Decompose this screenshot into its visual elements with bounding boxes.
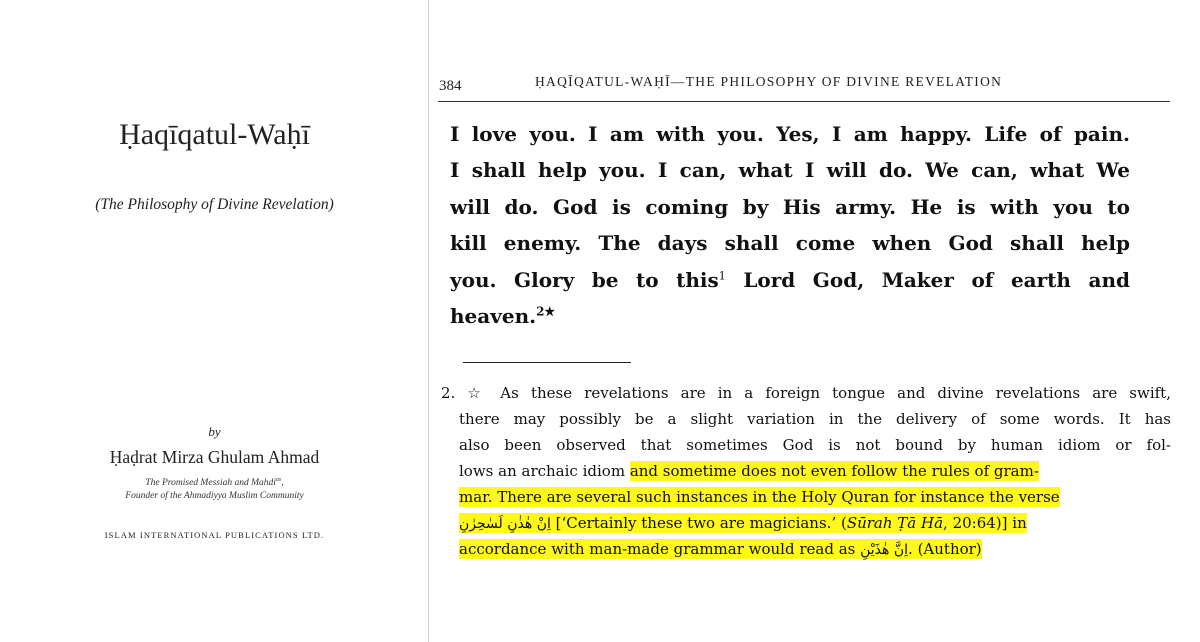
left-page-title-page xyxy=(0,0,429,642)
highlighted-text[interactable] xyxy=(459,539,982,559)
footnote-line xyxy=(441,458,1171,484)
book-subtitle: (The Philosophy of Divine Revelation) xyxy=(95,196,334,213)
highlighted-text[interactable] xyxy=(459,513,1027,533)
right-page-text xyxy=(430,0,1200,642)
revelation-line-5b: Lord God, Maker of earth and xyxy=(725,267,1130,292)
footnote-text: also been observed that sometimes God is not bound by human idiom or fol- xyxy=(459,436,1171,454)
running-head: ḤAQĪQATUL-WAḤĪ—THE PHILOSOPHY OF DIVINE REVELATION xyxy=(535,74,1003,89)
footnote-line xyxy=(441,406,1171,432)
footnote-line xyxy=(441,484,1171,510)
revelation-text xyxy=(450,116,1130,334)
footnote-text: there may possibly be a slight variation in the delivery of some words. It has xyxy=(459,410,1171,428)
book-title: Ḥaqīqatul-Waḥī xyxy=(119,118,310,151)
revelation-line xyxy=(450,262,1130,298)
footnote-rule xyxy=(463,362,631,363)
author-desc-sup: as xyxy=(275,477,282,483)
author-desc-text: The Promised Messiah and Mahdi xyxy=(145,478,276,489)
author-description-line-1 xyxy=(0,477,429,488)
footnote-ref-2: 2★ xyxy=(536,304,556,319)
revelation-line: will do. God is coming by His army. He is with you to xyxy=(450,194,1130,219)
revelation-line-5a: you. Glory be to this xyxy=(450,267,719,292)
revelation-line: I shall help you. I can, what I will do. We can, what We xyxy=(450,158,1130,183)
by-label: by xyxy=(208,424,221,439)
header-rule xyxy=(438,101,1170,102)
arabic-verse: اِنْ هٰذٰنِ لَسٰحِرٰنِ xyxy=(459,516,551,532)
arabic-word: اِنَّ هٰذَيْنِ xyxy=(860,542,909,558)
footnote-2 xyxy=(441,380,1171,562)
revelation-line: I love you. I am with you. Yes, I am happy. Life of pain. xyxy=(450,122,1130,146)
footnote-text: accordance with man-made grammar would read as xyxy=(459,540,861,558)
footnote-number: 2. xyxy=(441,384,456,402)
footnote-text: ☆ As these revelations are in a foreign tongue and divine revelations are swift, xyxy=(467,384,1171,402)
footnote-ref-1: 1 xyxy=(718,268,726,282)
footnote-text: [‘Certainly these two are magicians.’ ( xyxy=(550,514,847,532)
highlighted-text[interactable]: and sometime does not even follow the rules of gram- xyxy=(629,462,1039,480)
footnote-text: . (Author) xyxy=(908,540,982,558)
footnote-text: , 20:64)] in xyxy=(943,514,1027,532)
footnote-line xyxy=(441,380,1171,406)
revelation-line xyxy=(450,298,1130,334)
footnote-line xyxy=(441,536,1171,562)
footnote-text: lows an archaic idiom xyxy=(459,462,630,480)
author-desc-comma: , xyxy=(281,478,284,489)
publisher-name: ISLAM INTERNATIONAL PUBLICATIONS LTD. xyxy=(104,530,325,540)
footnote-line xyxy=(441,510,1171,536)
author-description-line-2: Founder of the Ahmadiyya Muslim Community xyxy=(125,491,304,501)
revelation-line: kill enemy. The days shall come when God shall help xyxy=(450,231,1130,256)
footnote-line xyxy=(441,432,1171,458)
surah-name: Sūrah Ṭā Hā xyxy=(846,514,944,532)
highlighted-text[interactable]: mar. There are several such instances in the Holy Quran for instance the verse xyxy=(459,488,1060,506)
revelation-line-6: heaven. xyxy=(450,304,537,329)
author-name: Ḥaḍrat Mirza Ghulam Ahmad xyxy=(109,447,320,467)
page-number: 384 xyxy=(439,78,462,94)
